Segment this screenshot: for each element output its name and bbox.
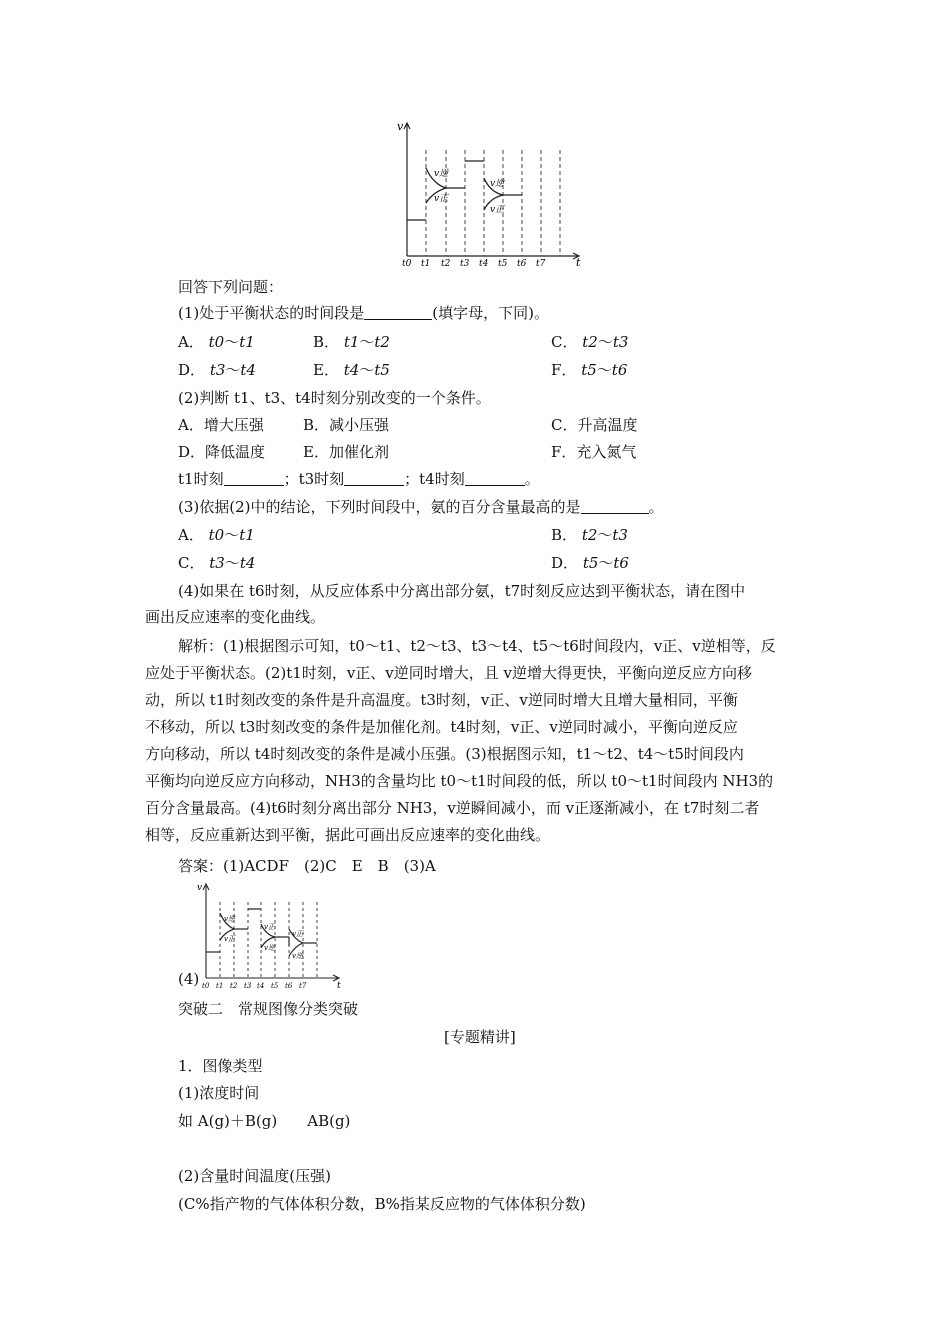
v-forward-label: v正 [264,923,275,931]
tick-label: t4 [479,259,489,268]
v-reverse-label: v逆 [434,169,449,179]
item-heading: 1．图像类型 [178,1057,263,1075]
prompt: 回答下列问题： [178,278,284,296]
tick-label: t1 [421,259,431,268]
v-forward-label: v正 [490,205,505,215]
tick-label: t4 [257,982,265,990]
analysis-line: 动，所以 t1时刻改变的条件是升高温度。t3时刻，v正、v逆同时增大且增大量相同，平衡 [145,691,738,709]
tick-label: t0 [402,259,412,268]
tick-label: t5 [271,982,279,990]
analysis-line: 解析：(1)根据图示可知，t0～t1、t2～t3、t3～t4、t5～t6时间段内，v正、v逆相等，反 [178,637,776,655]
analysis-line: 百分含量最高。(4)t6时刻分离出部分 NH3，v逆瞬间减小，而 v正逐渐减小，在 t7时刻二者 [145,799,760,817]
answer-line: 答案：(1)ACDF (2)C E B (3)A [178,857,436,875]
v-reverse-label: v逆 [292,952,303,960]
v-reverse-label: v逆 [490,179,505,189]
tick-label: t2 [230,982,238,990]
analysis-line: 方向移动，所以 t4时刻改变的条件是减小压强。(3)根据图示知，t1～t2、t4～t5时间段内 [145,745,744,763]
tick-label: t5 [498,259,508,268]
q3-option: A． t0～t1 [178,526,255,544]
q3-option: C． t3～t4 [178,554,256,572]
tick-label: t2 [441,259,451,268]
tick-label: t3 [244,982,252,990]
tick-label: t7 [536,259,546,268]
q3-stem: (3)依据(2)中的结论，下列时间段中，氨的百分含量最高的是 。 [178,498,664,516]
q2-option: C．升高温度 [551,416,638,434]
v-axis-label: v [197,883,203,893]
tick-label: t6 [517,259,527,268]
item-subheading: (1)浓度时间 [178,1084,260,1102]
v-axis-label: v [397,120,404,133]
q1-stem: (1)处于平衡状态的时间段是 (填字母，下同)。 [178,304,549,322]
answer-figure-label: (4) [178,970,200,988]
q2-stem: (2)判断 t1、t3、t4时刻分别改变的一个条件。 [178,389,491,407]
v-forward-label: v正 [434,194,449,204]
tick-label: t3 [460,259,470,268]
reaction-equation: 如 A(g)＋B(g) AB(g) [178,1112,351,1130]
q2-option: E．加催化剂 [303,443,389,461]
analysis-line: 应处于平衡状态。(2)t1时刻，v正、v逆同时增大，且 v逆增大得更快，平衡向逆反应方向移 [145,664,753,682]
q3-option: B． t2～t3 [551,526,628,544]
answer-rate-time-graph [196,880,346,992]
v-forward-label: v正 [292,930,303,938]
note-line: (C%指产物的气体体积分数，B%指某反应物的气体体积分数) [178,1195,586,1213]
q3-option: D． t5～t6 [551,554,629,572]
q1-option: C． t2～t3 [551,333,629,351]
rate-time-graph [395,118,590,268]
q2-fill-line: t1时刻 ；t3时刻 ；t4时刻 。 [178,470,540,488]
q1-option: F． t5～t6 [551,361,628,379]
v-forward-label: v正 [224,935,235,943]
v-reverse-label: v逆 [264,944,275,952]
v-reverse-label: v逆 [224,915,235,923]
q2-option: B．减小压强 [303,416,390,434]
q2-option: D．降低温度 [178,443,266,461]
tick-label: t1 [216,982,224,990]
tick-label: t7 [299,982,307,990]
q2-option: F．充入氮气 [551,443,637,461]
section-title: 突破二 常规图像分类突破 [178,1000,359,1018]
analysis-line: 不移动，所以 t3时刻改变的条件是加催化剂。t4时刻，v正、v逆同时减小，平衡向逆反应 [145,718,738,736]
t-axis-label: t [337,981,341,991]
analysis-line: 平衡均向逆反应方向移动，NH3的含量均比 t0～t1时间段的低，所以 t0～t1时间段内 NH3的 [145,772,774,790]
q1-option: E． t4～t5 [313,361,390,379]
tick-label: t0 [202,982,210,990]
q4-line: 画出反应速率的变化曲线。 [145,608,326,626]
q1-option: B． t1～t2 [313,333,390,351]
q1-option: A． t0～t1 [178,333,255,351]
subsection-title: [专题精讲] [444,1028,516,1046]
q2-option: A．增大压强 [178,416,264,434]
tick-label: t6 [285,982,293,990]
t-axis-label: t [576,256,581,268]
q4-line: (4)如果在 t6时刻，从反应体系中分离出部分氨，t7时刻反应达到平衡状态，请在图中 [178,582,746,600]
q1-option: D． t3～t4 [178,361,256,379]
item-subheading: (2)含量时间温度(压强) [178,1167,331,1185]
analysis-line: 相等，反应重新达到平衡，据此可画出反应速率的变化曲线。 [145,826,551,844]
